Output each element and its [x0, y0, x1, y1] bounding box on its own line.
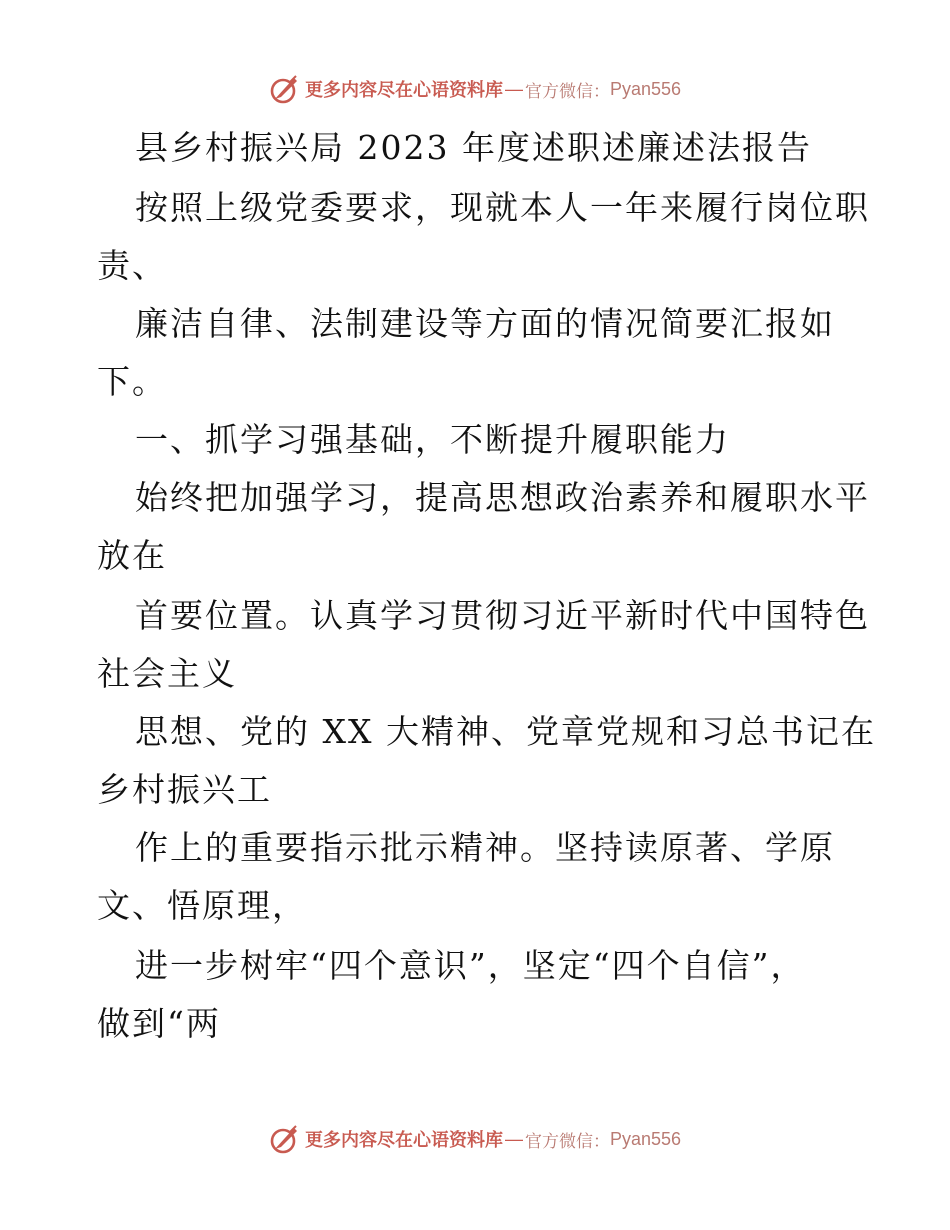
- watermark-wechat-label: 官方微信：: [524, 1131, 610, 1152]
- watermark-wechat-id: Pyan556: [609, 78, 682, 99]
- paragraph-line: 思想、党的 XX 大精神、党章党规和习总书记在: [135, 712, 876, 751]
- paragraph-line: 乡村振兴工: [97, 770, 272, 809]
- paragraph-line: 社会主义: [97, 654, 237, 693]
- feather-pen-logo-icon: [269, 1123, 301, 1155]
- paragraph-line: 首要位置。认真学习贯彻习近平新时代中国特色: [135, 596, 870, 635]
- paragraph-line: 放在: [97, 536, 167, 575]
- section-heading: 一、抓学习强基础，不断提升履职能力: [135, 420, 730, 459]
- paragraph-line: 廉洁自律、法制建设等方面的情况简要汇报如: [135, 304, 835, 343]
- paragraph-line: 进一步树牢“四个意识”，坚定“四个自信”，: [135, 946, 806, 985]
- watermark-brand: 更多内容尽在心语资料库: [304, 80, 503, 101]
- watermark-separator: —: [504, 1128, 523, 1149]
- watermark-wechat-id: Pyan556: [609, 1128, 682, 1149]
- watermark-brand: 更多内容尽在心语资料库: [304, 1130, 503, 1151]
- paragraph-line: 做到“两: [97, 1004, 221, 1043]
- paragraph-line: 作上的重要指示批示精神。坚持读原著、学原: [135, 828, 835, 867]
- watermark-wechat-label: 官方微信：: [524, 81, 610, 102]
- watermark-separator: —: [504, 78, 523, 99]
- paragraph-line: 下。: [97, 362, 167, 401]
- paragraph-line: 始终把加强学习，提高思想政治素养和履职水平: [135, 478, 870, 517]
- document-title: 县乡村振兴局 2023 年度述职述廉述法报告: [135, 128, 812, 167]
- paragraph-line: 文、悟原理，: [97, 886, 307, 925]
- paragraph-line: 按照上级党委要求，现就本人一年来履行岗位职: [135, 188, 870, 227]
- footer-watermark: [0, 1122, 950, 1156]
- paragraph-line: 责、: [97, 246, 167, 285]
